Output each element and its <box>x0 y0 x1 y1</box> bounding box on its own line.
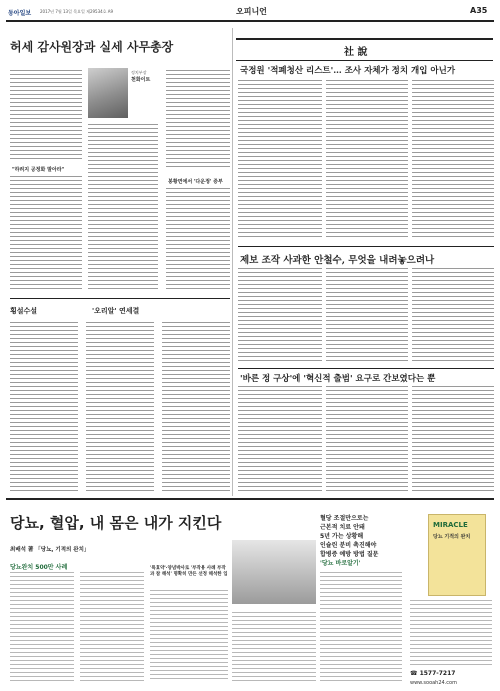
column-text-block <box>166 188 230 290</box>
book-cover-image <box>428 514 486 596</box>
ad-side-copy-1: 혈당 조절만으로는 <box>320 515 369 522</box>
column-kicker: 횡설수설 <box>10 307 38 315</box>
ad-side-copy-5: 합병증 예방 방법 질문 <box>320 551 379 558</box>
ad-photo-doctor <box>232 540 316 604</box>
column-title: '오리알' 연세결 <box>92 307 140 315</box>
column-text-block <box>10 176 82 292</box>
editorial-text-block <box>412 268 494 364</box>
editorial-text-block <box>412 80 494 240</box>
ad-text-block <box>232 612 316 682</box>
ad-price-line: 당뇨완치 500만 사례 <box>10 564 68 571</box>
author-photo <box>88 68 128 118</box>
ad-text-block <box>320 572 402 682</box>
editorial-text-block <box>238 80 322 240</box>
date-line: 2017년 7월 13일 목요일 제29534호 A9 <box>40 9 114 14</box>
book-title-ko: 당뇨 기적의 완치 <box>433 534 471 540</box>
section-title: 오피니언 <box>236 7 267 16</box>
column-text-block <box>10 322 78 492</box>
column-divider <box>232 28 233 496</box>
editorial-header-box <box>236 38 493 61</box>
editorial-text-block <box>238 386 322 492</box>
editorial-text-block <box>326 268 408 364</box>
ad-text-block <box>410 600 492 666</box>
ad-side-copy-2: 근본적 치료 안돼 <box>320 524 365 531</box>
column-text-block <box>88 124 158 290</box>
editorial-label: 社 說 <box>344 47 368 58</box>
editorial-headline-1: 국정원 '적폐청산 리스트'… 조사 자체가 정치 개입 아닌가 <box>240 66 456 76</box>
ad-url: www.sooah24.com <box>410 680 457 686</box>
ad-text-block <box>80 572 144 682</box>
column-subhead: "하려지 공정화 말아라" <box>12 167 65 173</box>
column-headline: 허세 감사원장과 실세 사무총장 <box>10 40 174 54</box>
editorial-headline-3: '바른 정 구상'에 '혁신적 출범' 요구로 간보였다는 뿐 <box>240 374 436 384</box>
ad-phone: ☎ 1577-7217 <box>410 670 456 677</box>
ad-headline: 당뇨, 혈압, 내 몸은 내가 지킨다 <box>10 514 222 532</box>
column-text-block <box>162 322 230 492</box>
ad-text-block <box>150 590 228 682</box>
column-text-block <box>166 70 230 170</box>
editorial-rule <box>238 246 494 247</box>
newspaper-logo: 동아일보 <box>8 10 32 17</box>
column-text-block <box>10 70 82 160</box>
author-affiliation: 정치부장 <box>131 70 147 75</box>
ad-side-copy-3: 5년 가는 상황해 <box>320 533 364 540</box>
editorial-rule <box>238 368 494 369</box>
masthead-rule <box>6 20 494 22</box>
ad-text-block <box>10 572 74 682</box>
ad-side-copy-4: 인슐린 분비 촉진해야 <box>320 542 377 549</box>
section-rule <box>10 298 230 299</box>
editorial-text-block <box>326 80 408 240</box>
editorial-text-block <box>238 268 322 364</box>
author-name: 천화이트 <box>131 77 151 83</box>
book-title-en: MIRACLE <box>433 521 468 529</box>
editorial-headline-2: 제보 조작 사과한 안철수, 무엇을 내려놓으려나 <box>240 255 435 266</box>
page-number: A35 <box>470 6 488 15</box>
ad-byline: 최배석 著 「당뇨, 기적의 완치」 <box>10 547 90 553</box>
ad-side-copy-6: '당뇨 바로알기' <box>320 560 361 567</box>
ad-tagline: '특효약'·양념박사로 '부작용 사례 부작과 참 해석' 명확히 만든 선정 해석한 입 <box>150 566 228 577</box>
column-subhead: 봉황면에서 '다운정' 증부 <box>168 179 223 185</box>
editorial-text-block <box>412 386 494 492</box>
column-text-block <box>86 322 154 492</box>
editorial-text-block <box>326 386 408 492</box>
